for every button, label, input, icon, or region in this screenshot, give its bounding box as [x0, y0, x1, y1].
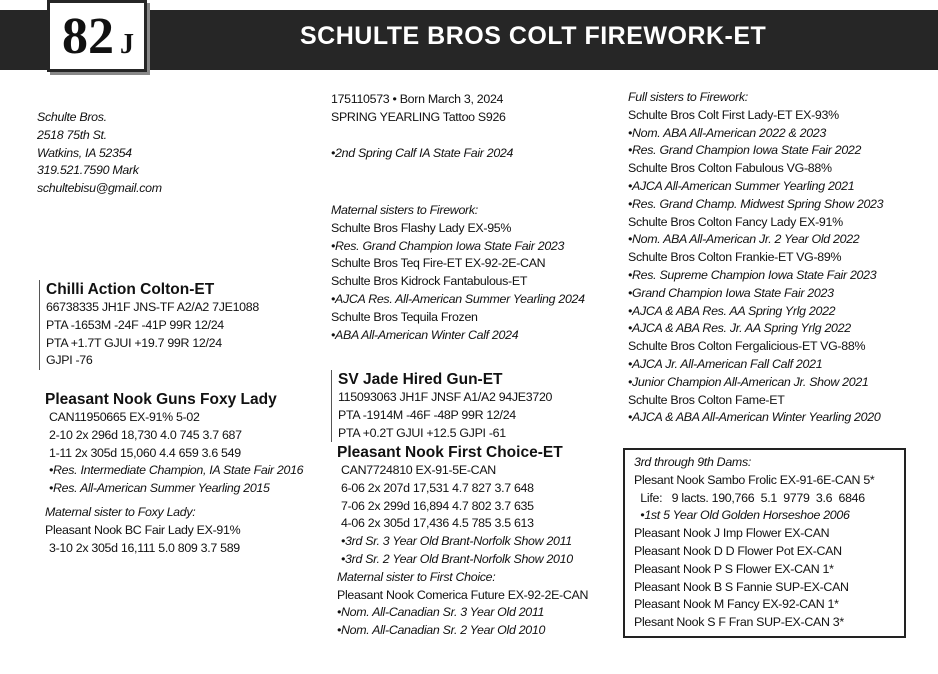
consignor-phone: 319.521.7590 Mark	[37, 163, 139, 178]
full-sisters-block	[628, 89, 883, 427]
full-sister-line: •AJCA & ABA Res. Jr. AA Spring Yrlg 2022	[628, 321, 851, 336]
granddam-line: 4-06 2x 305d 17,436 4.5 785 3.5 613	[341, 516, 534, 531]
consignor-info	[37, 109, 162, 198]
full-sister-line: Schulte Bros Colton Fergalicious-ET VG-88%	[628, 339, 866, 354]
sire-line: 66738335 JH1F JNS-TF A2/A2 7JE1088	[46, 300, 259, 314]
maternal-sister-line: Schulte Bros Flashy Lady EX-95%	[331, 220, 512, 235]
grandsire-line: PTA -1914M -46F -48P 99R 12/24	[338, 407, 516, 422]
dam-name: Pleasant Nook Guns Foxy Lady	[45, 391, 277, 408]
maternal-sister-line: •ABA All-American Winter Calf 2024	[331, 327, 519, 342]
consignor-email: schultebisu@gmail.com	[37, 181, 162, 196]
animal-name-title: SCHULTE BROS COLT FIREWORK-ET	[300, 22, 767, 50]
grandsire-line: PTA +0.2T GJUI +12.5 GJPI -61	[338, 425, 506, 440]
granddam-name: Pleasant Nook First Choice-ET	[337, 444, 563, 461]
dams-box	[623, 448, 906, 638]
full-sister-line: Schulte Bros Colt First Lady-ET EX-93%	[628, 107, 839, 122]
full-sister-line: •AJCA & ABA All-American Winter Yearling 2020	[628, 410, 881, 425]
full-sister-line: •AJCA & ABA Res. AA Spring Yrlg 2022	[628, 303, 836, 318]
sire-block	[39, 280, 259, 370]
dams-box-line: Pleasant Nook P S Flower EX-CAN 1*	[634, 561, 834, 576]
full-sister-line: •Res. Grand Champ. Midwest Spring Show 2023	[628, 196, 884, 211]
dam-sister-line: Pleasant Nook BC Fair Lady EX-91%	[45, 522, 241, 537]
full-sister-line: Schulte Bros Colton Fame-ET	[628, 392, 785, 407]
full-sister-line: Schulte Bros Colton Fabulous VG-88%	[628, 161, 832, 176]
dam-line: 2-10 2x 296d 18,730 4.0 745 3.7 687	[49, 427, 242, 442]
dams-box-line: •1st 5 Year Old Golden Horseshoe 2006	[634, 508, 850, 523]
sire-line: PTA +1.7T GJUI +19.7 99R 12/24	[46, 335, 222, 350]
full-sister-line: •Nom. ABA All-American 2022 & 2023	[628, 125, 826, 140]
granddam-sister-line: •Nom. All-Canadian Sr. 2 Year Old 2010	[337, 623, 546, 638]
registration-birthdate: 175110573 • Born March 3, 2024	[331, 92, 504, 106]
full-sister-line: Schulte Bros Colton Frankie-ET VG-89%	[628, 250, 842, 265]
sire-name: Chilli Action Colton-ET	[46, 281, 215, 298]
granddam-award: •3rd Sr. 2 Year Old Brant-Norfolk Show 2010	[341, 551, 573, 566]
full-sister-line: •Res. Supreme Champion Iowa State Fair 2023	[628, 267, 877, 282]
dam-line: 1-11 2x 305d 15,060 4.4 659 3.6 549	[49, 445, 241, 460]
sire-line: GJPI -76	[46, 353, 93, 368]
granddam-line: 6-06 2x 207d 17,531 4.7 827 3.7 648	[341, 480, 534, 495]
dams-box-heading: 3rd through 9th Dams:	[634, 455, 751, 469]
granddam-line: CAN7724810 EX-91-5E-CAN	[341, 463, 496, 477]
grandsire-line: 115093063 JH1F JNSF A1/A2 94JE3720	[338, 390, 553, 404]
dams-box-line: Life: 9 lacts. 190,766 5.1 9779 3.6 6846	[634, 490, 865, 505]
consignor-city: Watkins, IA 52354	[37, 145, 132, 160]
maternal-sister-line: Schulte Bros Teq Fire-ET EX-92-2E-CAN	[331, 256, 546, 271]
consignor-street: 2518 75th St.	[37, 127, 107, 142]
dam-sister-heading: Maternal sister to Foxy Lady:	[45, 504, 196, 519]
maternal-sister-line: Schulte Bros Kidrock Fantabulous-ET	[331, 274, 528, 289]
dam-award: •Res. Intermediate Champion, IA State Fair 2016	[49, 463, 304, 478]
dams-box-line: Plesant Nook S F Fran SUP-EX-CAN 3*	[634, 615, 844, 630]
full-sister-line: •Grand Champion Iowa State Fair 2023	[628, 285, 834, 300]
granddam-line: 7-06 2x 299d 16,894 4.7 802 3.7 635	[341, 498, 534, 513]
consignor-name: Schulte Bros.	[37, 110, 107, 124]
granddam-award: •3rd Sr. 3 Year Old Brant-Norfolk Show 2011	[341, 534, 572, 549]
granddam-block	[337, 443, 588, 640]
dam-block	[45, 390, 303, 557]
lot-suffix: J	[120, 29, 134, 60]
grandsire-name: SV Jade Hired Gun-ET	[338, 371, 503, 388]
granddam-sister-line: •Nom. All-Canadian Sr. 3 Year Old 2011	[337, 605, 545, 620]
animal-award: •2nd Spring Calf IA State Fair 2024	[331, 145, 514, 160]
full-sister-line: •Junior Champion All-American Jr. Show 2021	[628, 374, 869, 389]
dam-sister-line: 3-10 2x 305d 16,111 5.0 809 3.7 589	[49, 540, 240, 555]
maternal-sisters-block	[331, 202, 585, 344]
maternal-sister-line: •AJCA Res. All-American Summer Yearling 2024	[331, 291, 585, 306]
dam-award: •Res. All-American Summer Yearling 2015	[49, 481, 270, 496]
class-tattoo: SPRING YEARLING Tattoo S926	[331, 109, 506, 124]
lot-number: 82	[62, 8, 114, 65]
full-sister-line: •Res. Grand Champion Iowa State Fair 2022	[628, 143, 862, 158]
granddam-sister-heading: Maternal sister to First Choice:	[337, 569, 496, 584]
dams-box-line: Pleasant Nook D D Flower Pot EX-CAN	[634, 543, 842, 558]
full-sister-line: •AJCA All-American Summer Yearling 2021	[628, 178, 855, 193]
full-sister-line: •Nom. ABA All-American Jr. 2 Year Old 2022	[628, 232, 860, 247]
granddam-sister-line: Pleasant Nook Comerica Future EX-92-2E-CAN	[337, 587, 589, 602]
maternal-sister-line: •Res. Grand Champion Iowa State Fair 2023	[331, 238, 565, 253]
dams-box-line: Pleasant Nook B S Fannie SUP-EX-CAN	[634, 579, 849, 594]
lot-number-box	[47, 0, 147, 72]
dams-box-line: Pleasant Nook M Fancy EX-92-CAN 1*	[634, 597, 839, 612]
dams-box-line: Plesant Nook Sambo Frolic EX-91-6E-CAN 5*	[634, 472, 875, 487]
maternal-sister-line: Schulte Bros Tequila Frozen	[331, 309, 478, 324]
full-sisters-heading: Full sisters to Firework:	[628, 90, 748, 104]
full-sister-line: Schulte Bros Colton Fancy Lady EX-91%	[628, 214, 843, 229]
grandsire-block	[331, 370, 552, 442]
dam-line: CAN11950665 EX-91% 5-02	[49, 410, 200, 424]
dams-box-line: Pleasant Nook J Imp Flower EX-CAN	[634, 526, 830, 541]
animal-info	[331, 91, 513, 162]
full-sister-line: •AJCA Jr. All-American Fall Calf 2021	[628, 356, 823, 371]
maternal-sisters-heading: Maternal sisters to Firework:	[331, 203, 478, 217]
sire-line: PTA -1653M -24F -41P 99R 12/24	[46, 317, 224, 332]
